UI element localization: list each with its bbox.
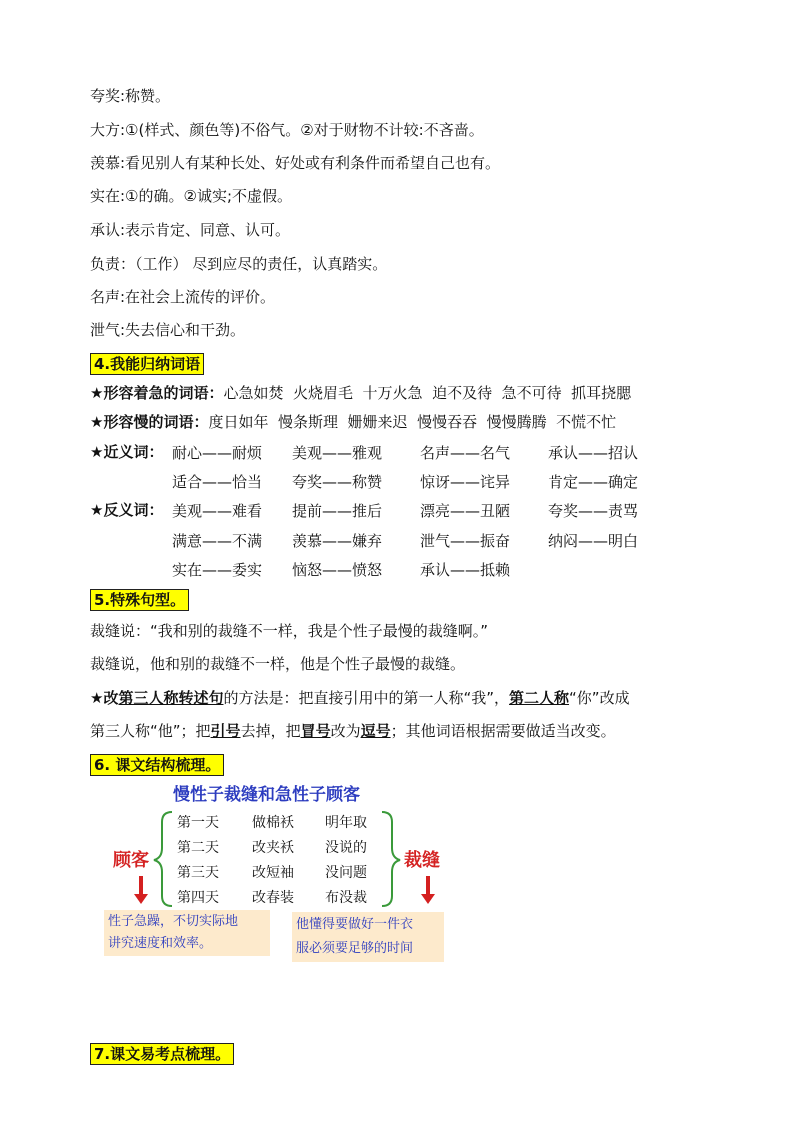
antonym-pair: 漂亮——丑陋 [420,502,511,520]
diagram-day: 第三天 [177,865,219,881]
synonym-pair: 承认——招认 [548,444,639,462]
diagram-customer-action: 做棉袄 [252,815,294,831]
customer-note-line: 讲究速度和效率。 [108,936,213,951]
indirect-speech-sentence: 裁缝说，他和别的裁缝不一样，他是个性子最慢的裁缝。 [90,655,466,673]
rule-keyword-colon: 冒号 [300,722,331,740]
antonym-pair: 提前——推后 [292,502,383,520]
section-7-heading: 7.课文易考点梳理。 [90,1043,234,1065]
diagram-day: 第四天 [177,890,219,906]
definition-xieqi: 泄气:失去信心和干劲。 [90,321,246,339]
antonym-pair: 承认——抵赖 [420,561,511,579]
left-arrow-head [134,894,148,904]
antonym-label: ★反义词： [90,501,164,519]
rule-star: ★改 [90,689,119,707]
synonym-pair: 肯定——确定 [548,473,639,491]
definition-fuze: 负责：（工作） 尽到应尽的责任，认真踏实。 [90,255,388,273]
antonym-pair: 羡慕——嫌弃 [292,532,383,550]
section-5-heading: 5.特殊句型。 [90,589,189,611]
definition-mingsheng: 名声:在社会上流传的评价。 [90,288,276,306]
right-brace-shape [382,812,400,906]
urgent-words: 心急如焚 火烧眉毛 十万火急 迫不及待 急不可待 抓耳挠腮 [223,384,632,402]
definition-kuajiang: 夸奖:称赞。 [90,87,171,105]
rule-keyword-third-person: 第三人称转述句 [118,689,224,707]
tailor-label: 裁缝 [404,850,440,871]
tailor-note [292,912,444,962]
section-7-heading-wrap [90,1043,234,1065]
synonym-pair: 惊讶——诧异 [420,473,511,491]
diagram-tailor-reply: 明年取 [325,815,367,831]
antonym-pair: 满意——不满 [172,532,263,550]
diagram-tailor-reply: 没问题 [325,865,367,881]
slow-label: ★形容慢的词语： [90,413,209,431]
diagram-tailor-reply: 布没裁 [325,890,367,906]
definition-dafang: 大方:①(样式、颜色等)不俗气。②对于财物不计较:不吝啬。 [90,121,484,139]
synonym-pair: 名声——名气 [420,444,511,462]
direct-speech-sentence: 裁缝说：“我和别的裁缝不一样，我是个性子最慢的裁缝啊。” [90,622,489,640]
rule-text: 改为 [330,722,361,740]
diagram-day: 第二天 [177,840,219,856]
section-4-heading: 4.我能归纳词语 [90,353,204,375]
right-arrow-head [421,894,435,904]
definition-chengren: 承认:表示肯定、同意、认可。 [90,221,291,239]
rule-text: 去掉，把 [240,722,301,740]
synonym-pair: 美观——雅观 [292,444,383,462]
tailor-note-line: 他懂得要做好一件衣 [296,917,414,932]
rule-keyword-quotes: 引号 [210,722,241,740]
customer-note-line: 性子急躁，不切实际地 [108,914,239,929]
synonym-pair: 夸奖——称赞 [292,473,383,491]
rule-text: 第三人称“他”；把 [90,722,211,740]
antonym-pair: 美观——难看 [172,502,263,520]
diagram-customer-action: 改春装 [252,890,294,906]
diagram-tailor-reply: 没说的 [325,840,367,856]
tailor-note-line: 服必须要足够的时间 [296,941,414,956]
rule-text: ；其他词语根据需要做适当改变。 [390,722,616,740]
synonym-label: ★近义词： [90,443,164,461]
diagram-customer-action: 改短袖 [252,865,294,881]
urgent-label: ★形容着急的词语： [90,384,224,402]
diagram-day: 第一天 [177,815,219,831]
antonym-pair: 泄气——振奋 [420,532,511,550]
customer-note [104,910,270,956]
antonym-pair: 恼怒——愤怒 [292,561,383,579]
rule-text: “你”改成 [569,689,630,707]
synonym-pair: 耐心——耐烦 [172,444,263,462]
diagram-customer-action: 改夹袄 [252,840,294,856]
antonym-pair: 实在——委实 [172,561,263,579]
definition-shizai: 实在:①的确。②诚实;不虚假。 [90,187,293,205]
diagram-title: 慢性子裁缝和急性子顾客 [173,785,360,805]
rule-text: 的方法是：把直接引用中的第一人称“我”， [223,689,510,707]
slow-words: 度日如年 慢条斯理 姗姗来迟 慢慢吞吞 慢慢腾腾 不慌不忙 [208,413,617,431]
antonym-pair: 夸奖——责骂 [548,502,639,520]
customer-label: 顾客 [113,850,149,871]
antonym-pair: 纳闷——明白 [548,532,639,550]
definition-xianmu: 羡慕:看见别人有某种长处、好处或有利条件而希望自己也有。 [90,154,501,172]
rule-keyword-second-person: 第二人称 [509,689,570,707]
left-brace-shape [154,812,172,906]
synonym-pair: 适合——恰当 [172,473,263,491]
rule-keyword-comma: 逗号 [360,722,391,740]
section-6-heading: 6. 课文结构梳理。 [90,754,224,776]
